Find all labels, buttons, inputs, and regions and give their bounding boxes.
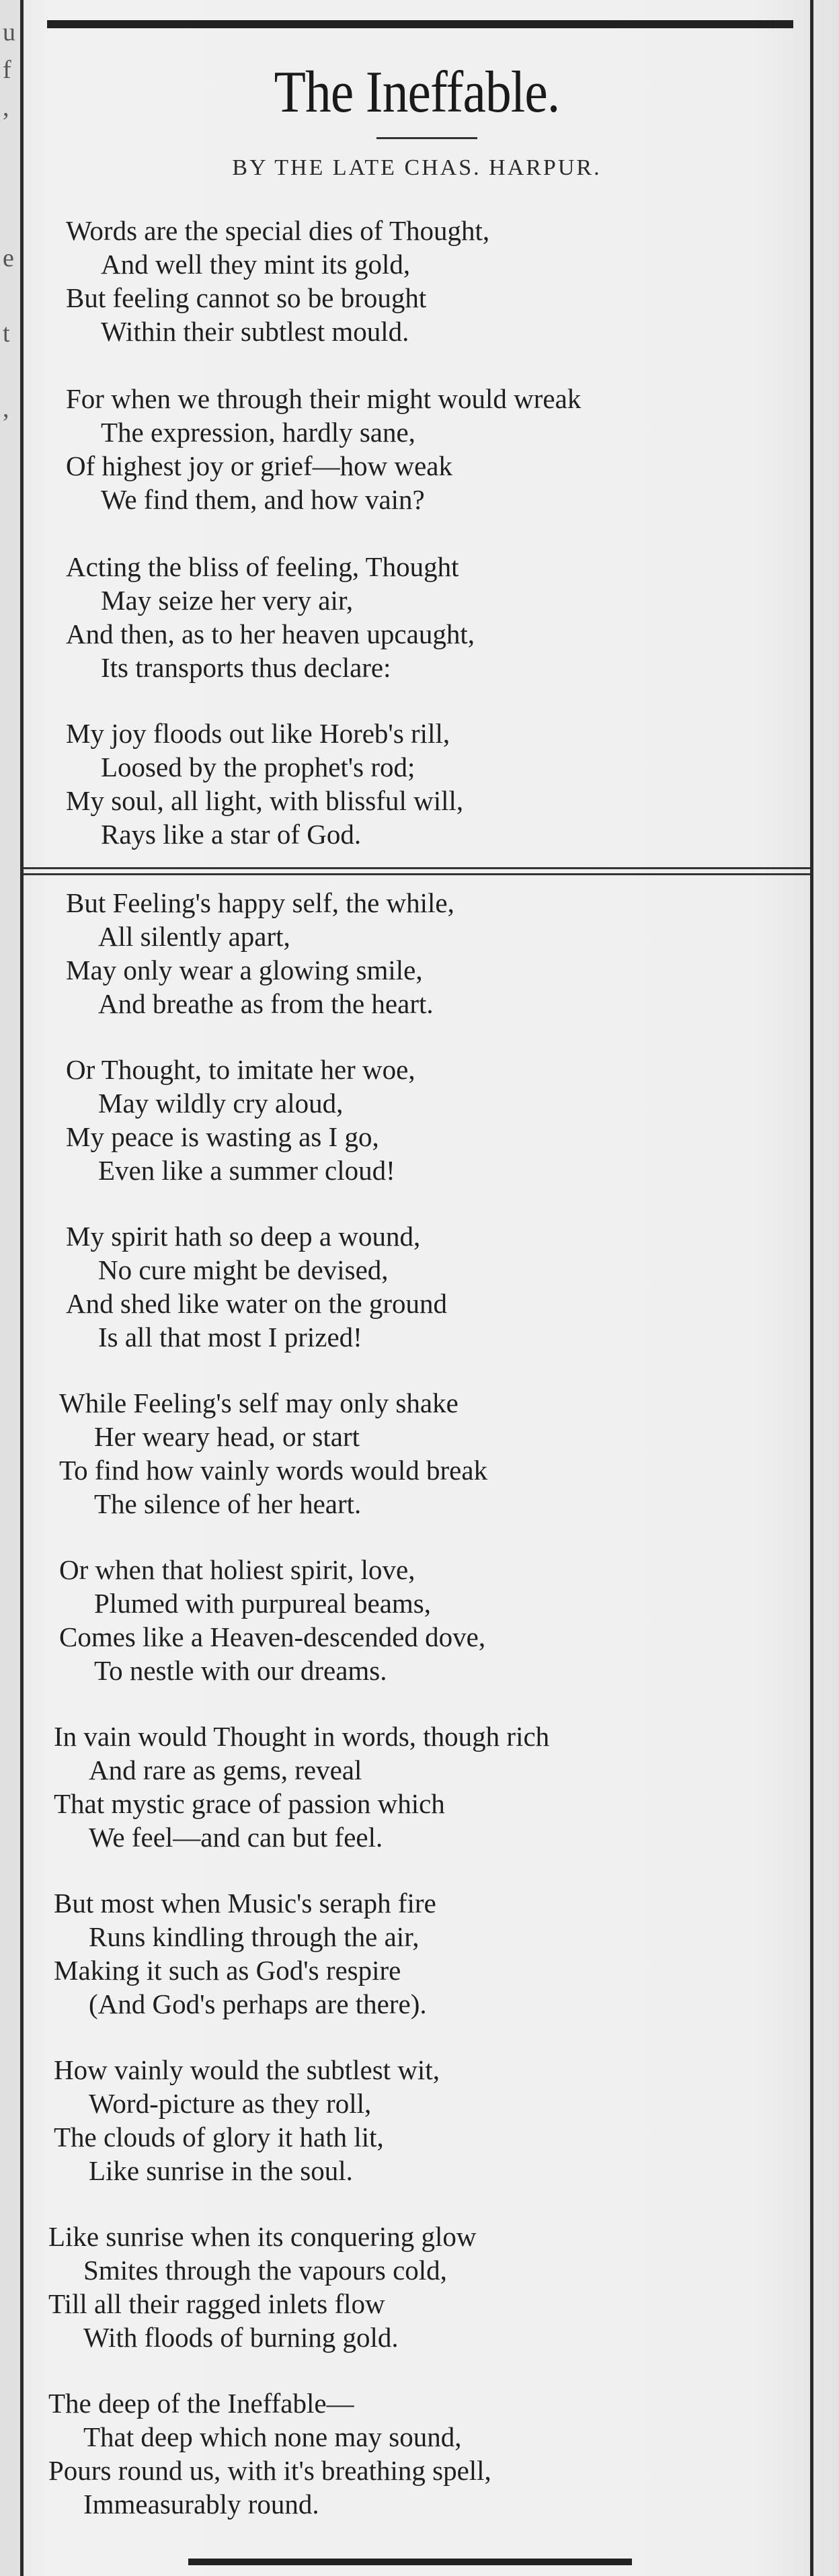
- verse-line: The clouds of glory it hath lit,: [54, 2122, 384, 2152]
- stanza: [66, 550, 799, 684]
- verse-line: (And God's perhaps are there).: [89, 1988, 427, 2019]
- column-rule-right: [810, 0, 813, 2576]
- column-rule-left: [20, 0, 24, 2576]
- verse-line: Like sunrise when its conquering glow: [48, 2221, 477, 2252]
- verse-line: Is all that most I prized!: [98, 1322, 362, 1353]
- stanza: [66, 1219, 799, 1354]
- verse-line: Runs kindling through the air,: [89, 1921, 420, 1952]
- verse-line: May seize her very air,: [101, 585, 354, 616]
- verse-line: My joy floods out like Horeb's rill,: [66, 718, 450, 749]
- verse-line: The deep of the Ineffable—: [48, 2388, 354, 2419]
- verse-line: Her weary head, or start: [94, 1421, 360, 1452]
- verse-line: My spirit hath so deep a wound,: [66, 1221, 421, 1252]
- column-break-rule: [24, 867, 810, 875]
- verse-line: While Feeling's self may only shake: [59, 1387, 458, 1418]
- verse-line: But Feeling's happy self, the while,: [66, 887, 454, 918]
- verse-line: And rare as gems, reveal: [89, 1755, 362, 1785]
- verse-line: Word-picture as they roll,: [89, 2088, 372, 2119]
- stanza: [59, 1386, 792, 1521]
- bottom-rule: [188, 2559, 632, 2565]
- top-rule: [47, 20, 793, 28]
- verse-line: All silently apart,: [98, 921, 290, 952]
- verse-line: Till all their ragged inlets flow: [48, 2288, 385, 2319]
- verse-line: Immeasurably round.: [83, 2489, 319, 2520]
- verse-line: To find how vainly words would break: [59, 1455, 488, 1486]
- verse-line: Its transports thus declare:: [101, 652, 391, 683]
- verse-line: The expression, hardly sane,: [101, 417, 415, 448]
- stanza: [54, 2053, 787, 2187]
- verse-line: Within their subtlest mould.: [101, 316, 409, 347]
- verse-line: Acting the bliss of feeling, Thought: [66, 551, 459, 582]
- verse-line: Loosed by the prophet's rod;: [101, 752, 415, 782]
- verse-line: And then, as to her heaven upcaught,: [66, 618, 475, 649]
- verse-line: Even like a summer cloud!: [98, 1155, 395, 1186]
- adjacent-column-margin: [0, 0, 20, 2576]
- verse-line: But feeling cannot so be brought: [66, 282, 427, 313]
- verse-line: To nestle with our dreams.: [94, 1655, 387, 1686]
- verse-line: That deep which none may sound,: [83, 2421, 462, 2452]
- verse-line: May wildly cry aloud,: [98, 1088, 344, 1119]
- verse-line: In vain would Thought in words, though rich: [54, 1721, 550, 1752]
- stanza: [66, 382, 799, 516]
- title-underline: [376, 137, 477, 139]
- verse-line: My peace is wasting as I go,: [66, 1121, 379, 1152]
- poem-byline: BY THE LATE CHAS. HARPUR.: [232, 155, 602, 180]
- poem-title: The Ineffable.: [274, 60, 560, 125]
- stanza: [48, 2220, 781, 2354]
- stanza: [66, 717, 799, 851]
- verse-line: That mystic grace of passion which: [54, 1788, 445, 1819]
- verse-line: My soul, all light, with blissful will,: [66, 785, 464, 816]
- verse-line: And well they mint its gold,: [101, 249, 411, 280]
- verse-line: Making it such as God's respire: [54, 1955, 401, 1986]
- verse-line: Smites through the vapours cold,: [83, 2255, 447, 2286]
- verse-line: Plumed with purpureal beams,: [94, 1588, 432, 1619]
- stanza: [48, 2386, 781, 2521]
- stanza: [66, 1053, 799, 1187]
- verse-line: Words are the special dies of Thought,: [66, 215, 490, 246]
- stanza: [59, 1553, 792, 1687]
- stanza: [66, 214, 799, 348]
- margin-fragment: u f , e t ,: [3, 18, 15, 423]
- stanza: [54, 1720, 787, 1854]
- stanza: [66, 886, 799, 1020]
- verse-line: Or Thought, to imitate her woe,: [66, 1054, 415, 1085]
- verse-line: Like sunrise in the soul.: [89, 2155, 353, 2186]
- verse-line: And shed like water on the ground: [66, 1288, 448, 1319]
- verse-line: For when we through their might would wreak: [66, 383, 582, 414]
- verse-line: The silence of her heart.: [94, 1488, 362, 1519]
- verse-line: We feel—and can but feel.: [89, 1822, 383, 1853]
- verse-line: No cure might be devised,: [98, 1254, 389, 1285]
- verse-line: We find them, and how vain?: [101, 484, 425, 515]
- verse-line: Rays like a star of God.: [101, 819, 362, 850]
- verse-line: Comes like a Heaven-descended dove,: [59, 1621, 486, 1652]
- verse-line: Pours round us, with it's breathing spell,: [48, 2455, 491, 2486]
- stanza: [54, 1886, 787, 2021]
- verse-line: But most when Music's seraph fire: [54, 1888, 436, 1919]
- verse-line: Of highest joy or grief—how weak: [66, 450, 453, 481]
- verse-line: How vainly would the subtlest wit,: [54, 2054, 440, 2085]
- verse-line: With floods of burning gold.: [83, 2322, 399, 2353]
- verse-line: Or when that holiest spirit, love,: [59, 1554, 415, 1585]
- verse-line: And breathe as from the heart.: [98, 988, 434, 1019]
- verse-line: May only wear a glowing smile,: [66, 955, 423, 985]
